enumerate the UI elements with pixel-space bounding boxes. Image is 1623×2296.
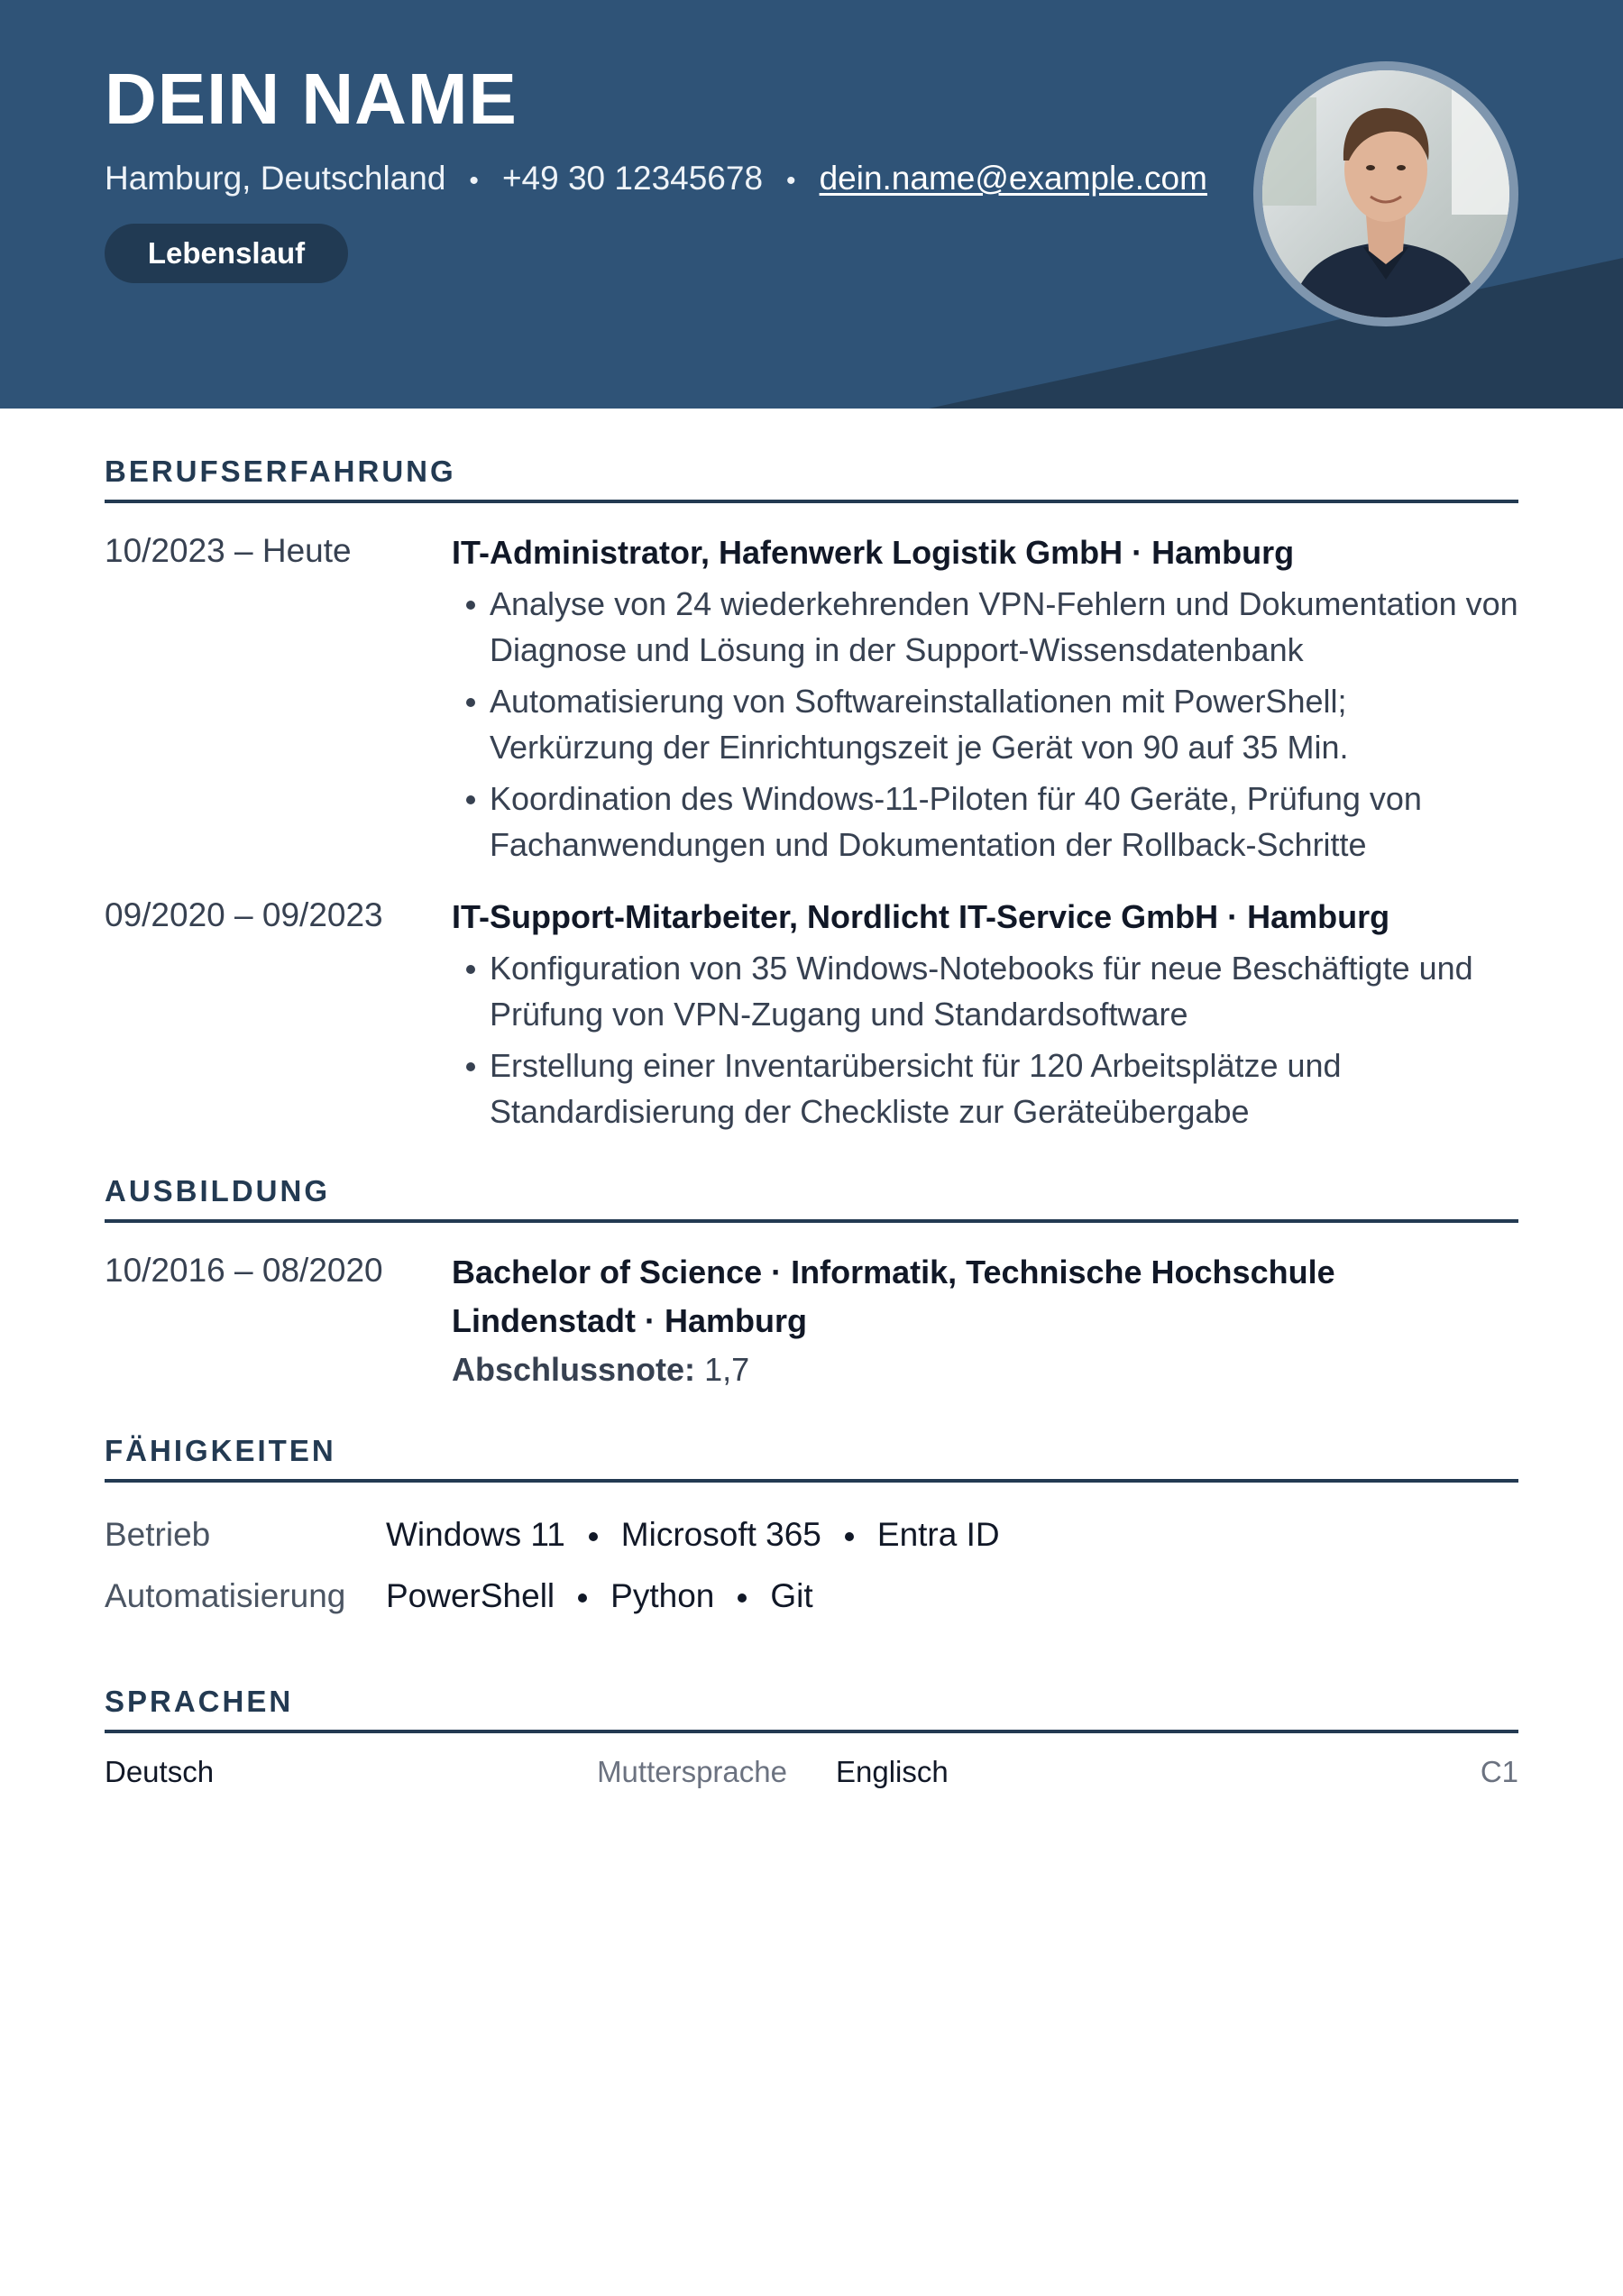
- resume-header: [0, 0, 1623, 409]
- bullet-list: [452, 945, 1518, 1134]
- skill-item: Windows 11: [386, 1516, 565, 1553]
- language-level: C1: [1480, 1755, 1518, 1788]
- separator-dot-icon: [578, 1593, 587, 1603]
- profile-photo-image: [1262, 70, 1509, 317]
- skill-row: [105, 1504, 1518, 1566]
- experience-section: [105, 451, 1518, 1140]
- separator-dot-icon: [845, 1532, 854, 1541]
- languages-section: [105, 1681, 1518, 1809]
- separator-dot-icon: •: [786, 166, 796, 196]
- skill-item: PowerShell: [386, 1577, 555, 1614]
- section-divider: [105, 500, 1518, 503]
- entry-date: 09/2020 – 09/2023: [105, 896, 383, 933]
- contact-line: [105, 155, 1207, 205]
- bullet-item: Erstellung einer Inventarübersicht für 120 Arbeitsplätze und Standardisierung der Checkliste zur Geräteübergabe: [490, 1042, 1518, 1134]
- experience-entry: [105, 528, 1518, 873]
- section-title-education: AUSBILDUNG: [105, 1174, 330, 1208]
- skill-category: Automatisierung: [105, 1577, 346, 1614]
- grade-value: 1,7: [704, 1351, 750, 1388]
- skill-item: Git: [770, 1577, 813, 1614]
- skill-items: [386, 1516, 1000, 1554]
- section-divider: [105, 1730, 1518, 1733]
- bullet-item: Konfiguration von 35 Windows-Notebooks für neue Beschäftigte und Prüfung von VPN-Zugang und Standardsoftware: [490, 945, 1518, 1037]
- resume-content: [105, 451, 1518, 1809]
- bullet-item: Analyse von 24 wiederkehrenden VPN-Fehlern und Dokumentation von Diagnose und Lösung in der Support-Wissensdatenbank: [490, 581, 1518, 673]
- grade-line: [452, 1345, 1374, 1394]
- candidate-name: DEIN NAME: [105, 59, 518, 139]
- skills-section: [105, 1430, 1518, 1627]
- language-name: Englisch: [836, 1755, 949, 1788]
- section-divider: [105, 1479, 1518, 1483]
- section-title-skills: FÄHIGKEITEN: [105, 1434, 336, 1467]
- languages-row: [105, 1755, 1518, 1809]
- skills-table: [105, 1504, 1518, 1627]
- entry-title: IT-Administrator, Hafenwerk Logistik GmbH · Hamburg: [452, 534, 1295, 571]
- skill-row: [105, 1566, 1518, 1627]
- education-section: [105, 1171, 1518, 1394]
- bullet-item: Koordination des Windows-11-Piloten für 40 Geräte, Prüfung von Fachanwendungen und Dokumentation der Rollback-Schritte: [490, 776, 1518, 868]
- phone-text: +49 30 12345678: [501, 160, 764, 197]
- bullet-item: Automatisierung von Softwareinstallationen mit PowerShell; Verkürzung der Einrichtungszeit je Gerät von 90 auf 35 Min.: [490, 678, 1518, 770]
- entry-body: [452, 1248, 1518, 1394]
- document-type-badge: Lebenslauf: [105, 224, 348, 283]
- entry-date: 10/2016 – 08/2020: [105, 1252, 383, 1289]
- email-link[interactable]: dein.name@example.com: [819, 160, 1207, 197]
- entry-body: [452, 528, 1518, 873]
- entry-title: IT-Support-Mitarbeiter, Nordlicht IT-Service GmbH · Hamburg: [452, 898, 1390, 935]
- section-title-experience: BERUFSERFAHRUNG: [105, 455, 456, 488]
- skill-item: Python: [610, 1577, 715, 1614]
- skill-item: Entra ID: [876, 1516, 1000, 1553]
- bullet-list: [452, 581, 1518, 868]
- skill-category: Betrieb: [105, 1516, 211, 1553]
- grade-label: Abschlussnote:: [452, 1351, 696, 1388]
- language-name: Deutsch: [105, 1755, 215, 1788]
- section-title-languages: SPRACHEN: [105, 1685, 294, 1718]
- language-level: Muttersprache: [597, 1755, 787, 1788]
- separator-dot-icon: •: [469, 166, 479, 196]
- entry-date: 10/2023 – Heute: [105, 532, 352, 569]
- section-divider: [105, 1219, 1518, 1223]
- skill-item: Microsoft 365: [620, 1516, 821, 1553]
- skill-items: [386, 1577, 813, 1615]
- entry-body: [452, 893, 1518, 1140]
- entry-title: Bachelor of Science · Informatik, Technische Hochschule Lindenstadt · Hamburg: [452, 1254, 1335, 1339]
- profile-photo: [1253, 61, 1518, 326]
- separator-dot-icon: [589, 1532, 598, 1541]
- location-text: Hamburg, Deutschland: [105, 160, 446, 197]
- separator-dot-icon: [738, 1593, 747, 1603]
- education-entry: [105, 1248, 1518, 1394]
- experience-entry: [105, 893, 1518, 1140]
